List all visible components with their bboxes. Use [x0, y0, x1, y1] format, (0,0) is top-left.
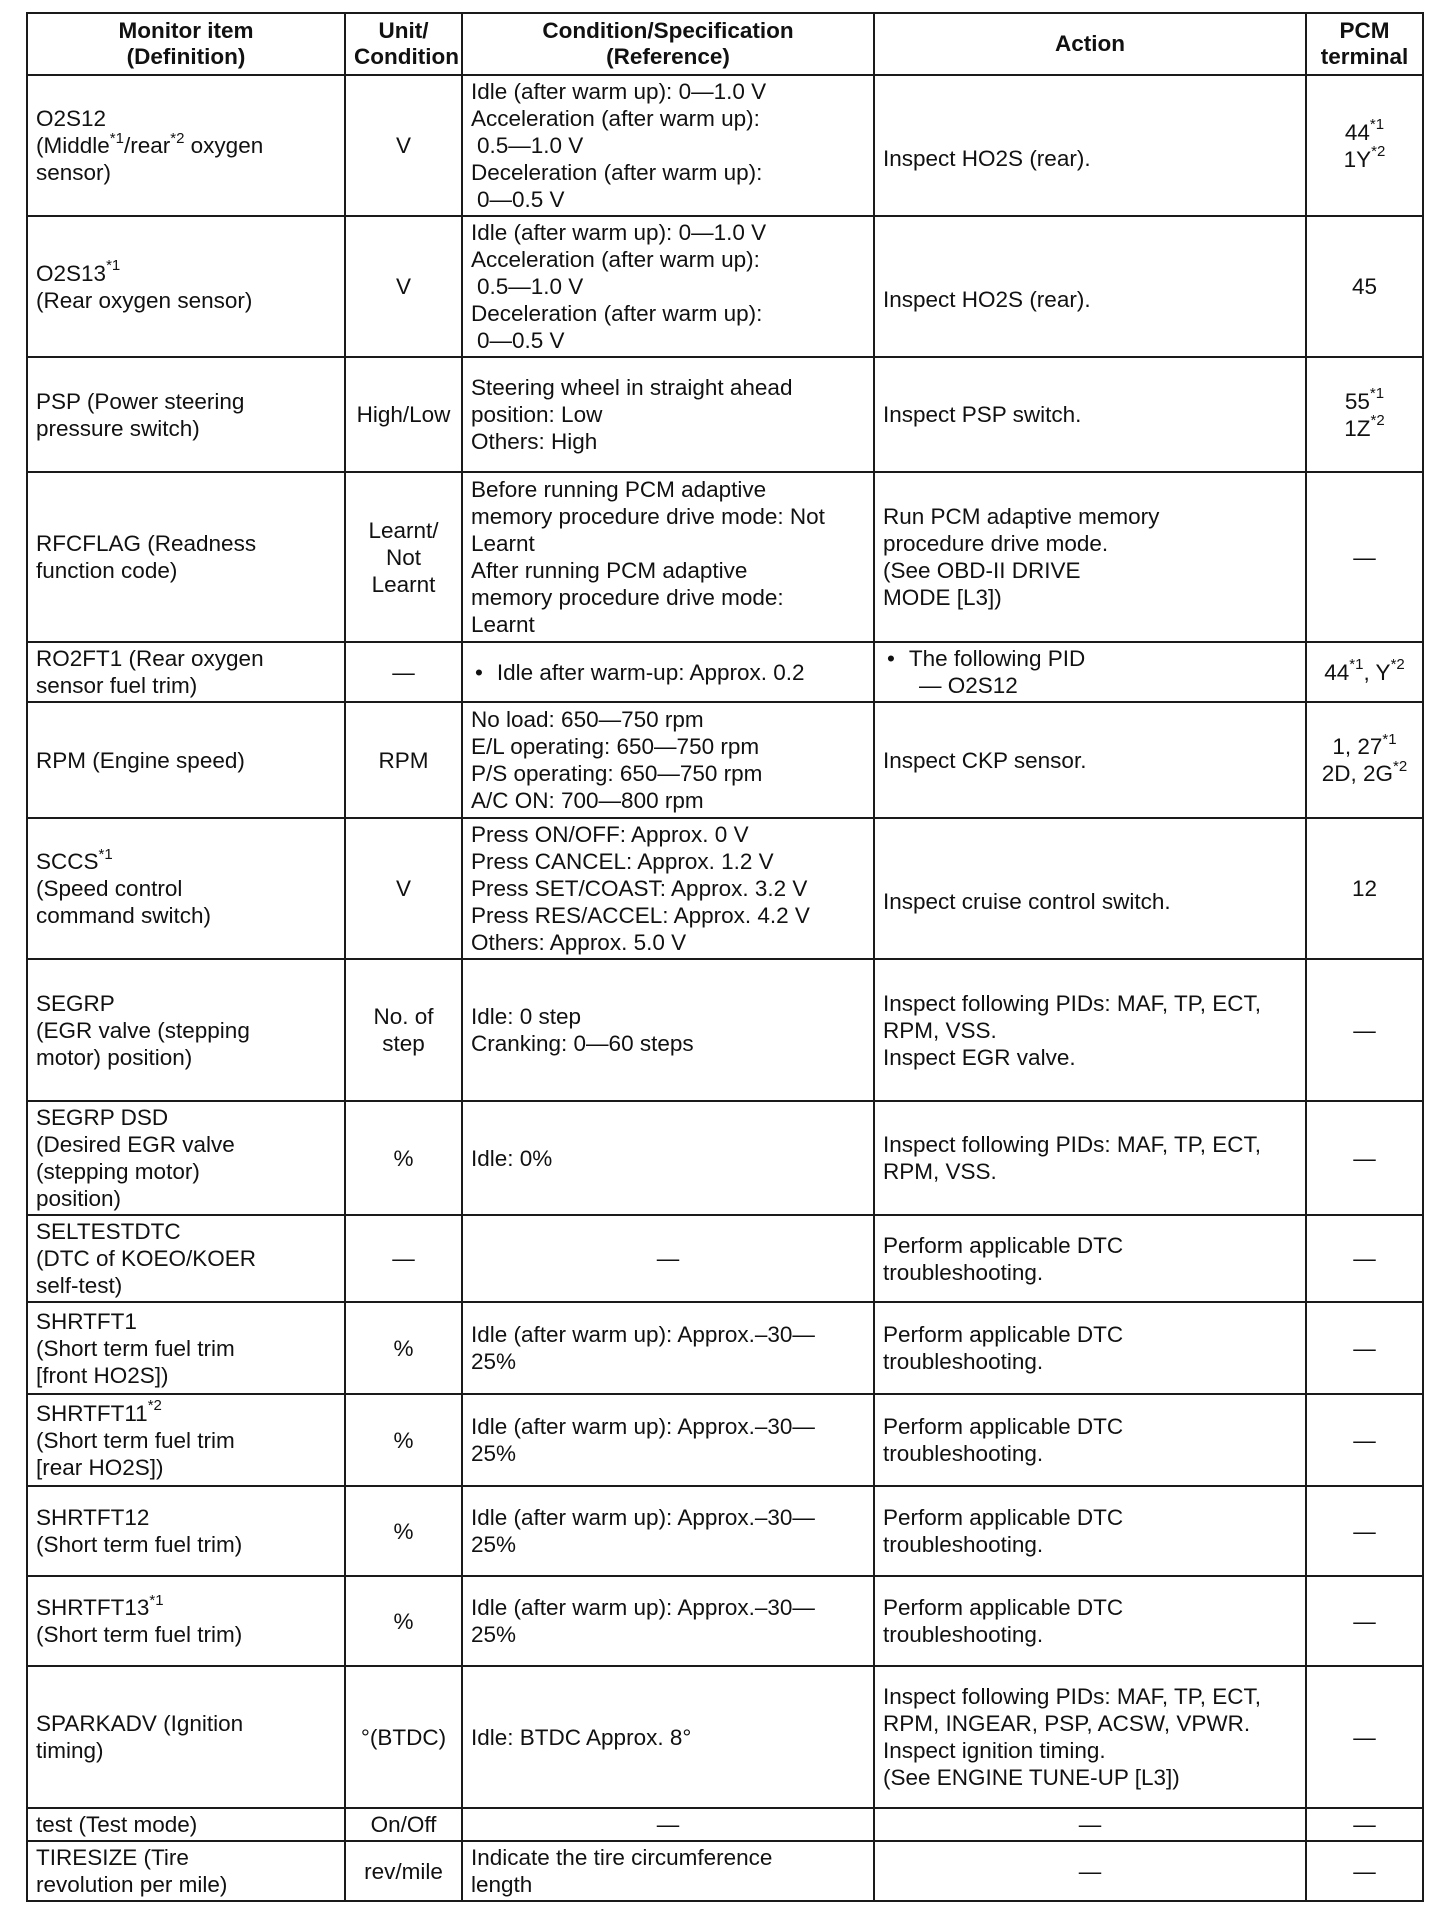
condition: Press ON/OFF: Approx. 0 V Press CANCEL: Approx. 1.2 V Press SET/COAST: Approx. 3.2 V Press RES/ACCEL: Approx. 4.2 V Others: Approx. 5.0 V: [462, 818, 874, 959]
table-row: [27, 959, 1423, 1101]
action: Inspect cruise control switch.: [874, 818, 1306, 959]
pcm-terminal: —: [1306, 1101, 1423, 1215]
monitor-item: RO2FT1 (Rear oxygen sensor fuel trim): [27, 642, 345, 702]
table-row: [27, 642, 1423, 702]
table-row: [27, 1394, 1423, 1486]
action: Perform applicable DTC troubleshooting.: [874, 1302, 1306, 1394]
condition: Before running PCM adaptive memory procedure drive mode: Not Learnt After running PCM adaptive memory procedure drive mode: Learnt: [462, 472, 874, 642]
unit: %: [345, 1101, 462, 1215]
condition: No load: 650—750 rpm E/L operating: 650—750 rpm P/S operating: 650—750 rpm A/C ON: 700—800 rpm: [462, 702, 874, 818]
condition: Idle (after warm up): Approx.–30— 25%: [462, 1394, 874, 1486]
monitor-item: SEGRP (EGR valve (stepping motor) position): [27, 959, 345, 1101]
pcm-terminal: —: [1306, 959, 1423, 1101]
table-row: [27, 1101, 1423, 1215]
monitor-item: SHRTFT12 (Short term fuel trim): [27, 1486, 345, 1576]
monitor-item: RFCFLAG (Readness function code): [27, 472, 345, 642]
monitor-item: PSP (Power steering pressure switch): [27, 357, 345, 472]
action: —: [874, 1841, 1306, 1901]
monitor-item: SPARKADV (Ignition timing): [27, 1666, 345, 1808]
action: Inspect CKP sensor.: [874, 702, 1306, 818]
table-row: [27, 1215, 1423, 1302]
condition: —: [462, 1215, 874, 1302]
unit: High/Low: [345, 357, 462, 472]
unit: RPM: [345, 702, 462, 818]
unit: V: [345, 818, 462, 959]
table-row: [27, 1486, 1423, 1576]
pcm-terminal: —: [1306, 1302, 1423, 1394]
pcm-terminal: —: [1306, 1576, 1423, 1666]
header-action: Action: [874, 13, 1306, 75]
action: • The following PID — O2S12: [874, 642, 1306, 702]
action: Run PCM adaptive memory procedure drive mode. (See OBD-II DRIVE MODE [L3]): [874, 472, 1306, 642]
action: Inspect following PIDs: MAF, TP, ECT, RPM, INGEAR, PSP, ACSW, VPWR. Inspect ignition timing. (See ENGINE TUNE-UP [L3]): [874, 1666, 1306, 1808]
condition: Idle: BTDC Approx. 8°: [462, 1666, 874, 1808]
table-row: [27, 216, 1423, 357]
monitor-item: SELTESTDTC (DTC of KOEO/KOER self-test): [27, 1215, 345, 1302]
table-row: [27, 702, 1423, 818]
pcm-terminal: —: [1306, 1808, 1423, 1841]
unit: rev/mile: [345, 1841, 462, 1901]
monitor-item-table: [26, 12, 1424, 1902]
table-row: [27, 1841, 1423, 1901]
unit: On/Off: [345, 1808, 462, 1841]
pcm-terminal: 12: [1306, 818, 1423, 959]
table-row: [27, 357, 1423, 472]
condition: • Idle after warm-up: Approx. 0.2: [462, 642, 874, 702]
pcm-terminal: —: [1306, 472, 1423, 642]
pcm-terminal: —: [1306, 1394, 1423, 1486]
monitor-item: test (Test mode): [27, 1808, 345, 1841]
condition: Idle (after warm up): 0—1.0 V Acceleration (after warm up): 0.5—1.0 V Deceleration (after warm up): 0—0.5 V: [462, 216, 874, 357]
condition: Idle (after warm up): Approx.–30— 25%: [462, 1302, 874, 1394]
pcm-terminal: 55$^{*1}$ $1Z^{*2}$: [1306, 357, 1423, 472]
table-row: [27, 1302, 1423, 1394]
condition: Indicate the tire circumference length: [462, 1841, 874, 1901]
monitor-item: SHRTFT13$^{*1}$ (Short term fuel trim): [27, 1576, 345, 1666]
header-pcm-terminal: PCM terminal: [1306, 13, 1423, 75]
table-row: [27, 472, 1423, 642]
pcm-terminal: —: [1306, 1486, 1423, 1576]
monitor-item: SHRTFT1 (Short term fuel trim [front HO2S]): [27, 1302, 345, 1394]
unit: Learnt/ Not Learnt: [345, 472, 462, 642]
condition: Idle (after warm up): Approx.–30— 25%: [462, 1576, 874, 1666]
condition: Idle: 0 step Cranking: 0—60 steps: [462, 959, 874, 1101]
unit: V: [345, 75, 462, 216]
action: Inspect following PIDs: MAF, TP, ECT, RPM, VSS.: [874, 1101, 1306, 1215]
table-row: [27, 818, 1423, 959]
condition: Steering wheel in straight ahead position: Low Others: High: [462, 357, 874, 472]
pcm-terminal: 1, 27$^{*1}$ 2D, $2G^{*2}$: [1306, 702, 1423, 818]
table-row: [27, 1576, 1423, 1666]
unit: %: [345, 1576, 462, 1666]
monitor-item: SHRTFT11$^{*2}$ (Short term fuel trim [rear HO2S]): [27, 1394, 345, 1486]
action: Perform applicable DTC troubleshooting.: [874, 1486, 1306, 1576]
unit: —: [345, 642, 462, 702]
table-row: [27, 1808, 1423, 1841]
unit: No. of step: [345, 959, 462, 1101]
header-unit: Unit/ Condition: [345, 13, 462, 75]
unit: V: [345, 216, 462, 357]
pcm-terminal: —: [1306, 1666, 1423, 1808]
pcm-terminal: 44$^{*1}$, $Y^{*2}$: [1306, 642, 1423, 702]
action: Inspect following PIDs: MAF, TP, ECT, RPM, VSS. Inspect EGR valve.: [874, 959, 1306, 1101]
unit: —: [345, 1215, 462, 1302]
unit: %: [345, 1394, 462, 1486]
action: Perform applicable DTC troubleshooting.: [874, 1576, 1306, 1666]
action: Perform applicable DTC troubleshooting.: [874, 1215, 1306, 1302]
unit: %: [345, 1302, 462, 1394]
monitor-item: TIRESIZE (Tire revolution per mile): [27, 1841, 345, 1901]
monitor-item: O2S12 (Middle$^{*1}$/rear$^{*2}$ oxygen sensor): [27, 75, 345, 216]
unit: °(BTDC): [345, 1666, 462, 1808]
action: Perform applicable DTC troubleshooting.: [874, 1394, 1306, 1486]
condition: Idle: 0%: [462, 1101, 874, 1215]
action: Inspect HO2S (rear).: [874, 75, 1306, 216]
pcm-terminal: —: [1306, 1841, 1423, 1901]
header-monitor-item: Monitor item (Definition): [27, 13, 345, 75]
action: —: [874, 1808, 1306, 1841]
table-header-row: [27, 13, 1423, 75]
header-condition: Condition/Specification (Reference): [462, 13, 874, 75]
action: Inspect PSP switch.: [874, 357, 1306, 472]
action: Inspect HO2S (rear).: [874, 216, 1306, 357]
pcm-terminal: 44$^{*1}$ $1Y^{*2}$: [1306, 75, 1423, 216]
monitor-item: O2S13$^{*1}$ (Rear oxygen sensor): [27, 216, 345, 357]
unit: %: [345, 1486, 462, 1576]
condition: —: [462, 1808, 874, 1841]
condition: Idle (after warm up): 0—1.0 V Acceleration (after warm up): 0.5—1.0 V Deceleration (after warm up): 0—0.5 V: [462, 75, 874, 216]
table-row: [27, 1666, 1423, 1808]
monitor-item: RPM (Engine speed): [27, 702, 345, 818]
monitor-item: SEGRP DSD (Desired EGR valve (stepping motor) position): [27, 1101, 345, 1215]
monitor-item: SCCS$^{*1}$ (Speed control command switch): [27, 818, 345, 959]
table-row: [27, 75, 1423, 216]
pcm-terminal: —: [1306, 1215, 1423, 1302]
pcm-terminal: 45: [1306, 216, 1423, 357]
document-page: [26, 12, 1422, 1902]
condition: Idle (after warm up): Approx.–30— 25%: [462, 1486, 874, 1576]
